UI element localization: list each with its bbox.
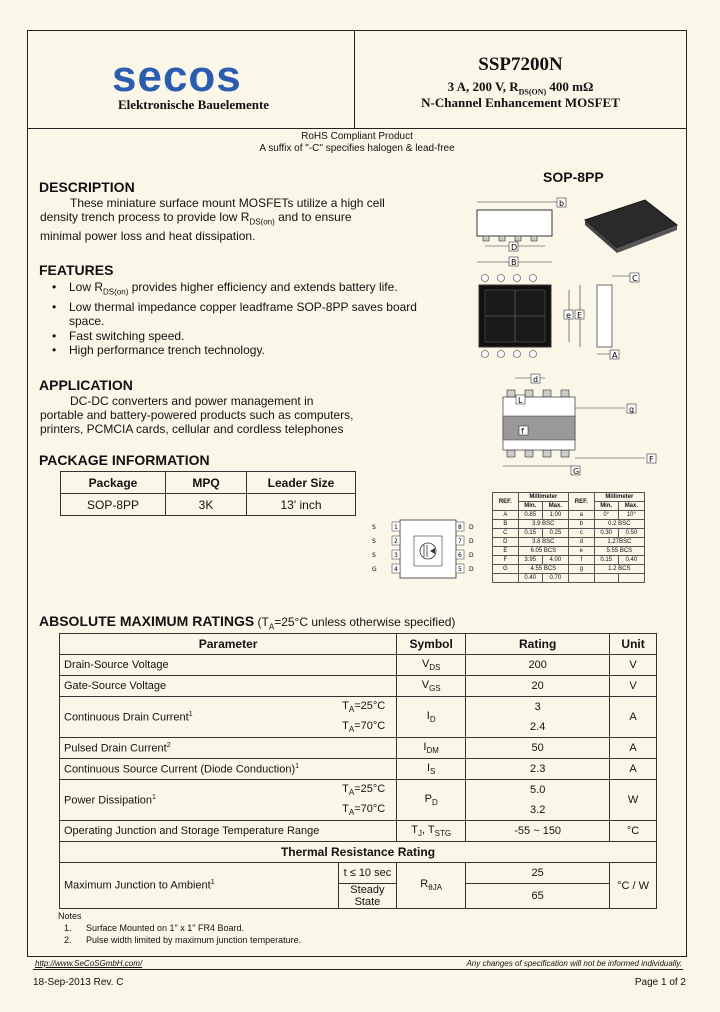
svg-text:D: D xyxy=(469,552,474,559)
ratings-title: ABSOLUTE MAXIMUM RATINGS ($T_A=25^\circ C$ unless otherwise specified) xyxy=(39,613,456,632)
package-outline-drawing xyxy=(465,190,680,485)
notes: Notes 1. Surface Mounted on 1" x 1" FR4 Board. 2. Pulse width limited by maximum junction temperature. xyxy=(58,911,302,945)
rating-row-tj: Operating Junction and Storage Temperature Range $T_J$, $T_{STG}$ -55 ~ 150 °C xyxy=(60,821,657,842)
dim-label-f: f xyxy=(521,427,524,436)
svg-text:S: S xyxy=(372,552,376,559)
rating-row-pd: Power Dissipation$^1$ $T_A=25^\circ C$ $P_D$ 5.0 W xyxy=(60,780,657,801)
dim-row: D 3.8 BSC d 1.27BSC xyxy=(493,538,645,547)
svg-text:D: D xyxy=(469,566,474,573)
pin-diagram xyxy=(366,516,476,584)
feature-item: • High performance trench technology. xyxy=(43,343,433,358)
header-divider xyxy=(27,128,687,129)
dim-label-D: D xyxy=(511,243,518,252)
svg-text:2: 2 xyxy=(394,538,398,545)
dim-label-G: G xyxy=(573,467,580,476)
company-url[interactable]: http://www.SeCoSGmbH.com/ xyxy=(35,959,143,968)
rating-row-is: Continuous Source Current (Diode Conduction)$^1$ $I_S$ 2.3 A xyxy=(60,759,657,780)
description-text: These miniature surface mount MOSFETs utilize a high cell density trench process to provide low $R_{DS(on)}$ and to ensure minimal power loss and heat dissipation. xyxy=(40,196,385,244)
svg-text:G: G xyxy=(372,566,377,573)
rating-row-idm: Pulsed Drain Current$^2$ $I_{DM}$ 50 A xyxy=(60,738,657,759)
dim-label-C: C xyxy=(632,274,638,283)
dim-row: A 0.85 1.00 a 0° 10° xyxy=(493,511,645,520)
dimension-table: REF. Millimeter REF. Millimeter Min. Max. Min. Max. A 0.85 1.00 a 0° 10° B 3.9 BSC b 0.2 BSC C 0.15 0.25 c 0.30 0.50 D 3.8 BSC d 1.27BSC E 6.05 BCS e 5.55 BCS F 3.95 4.00 f 0.15 0.40 G 4.55 BCS g 1.2 BCS 0.40 0.70 xyxy=(492,492,645,583)
features-list xyxy=(43,280,433,358)
dim-label-A: A xyxy=(612,351,618,360)
dim-row: G 4.55 BCS g 1.2 BCS xyxy=(493,565,645,574)
svg-text:S: S xyxy=(372,538,376,545)
device-type: N-Channel Enhancement MOSFET xyxy=(421,95,620,110)
dim-label-d: d xyxy=(533,375,539,384)
svg-text:5: 5 xyxy=(458,566,462,573)
feature-item: • Fast switching speed. xyxy=(43,329,433,344)
footer-divider xyxy=(33,969,683,970)
rating-row-id: Continuous Drain Current$^1$ $T_A=25^\circ C$ $I_D$ 3 A xyxy=(60,697,657,718)
description-title: DESCRIPTION xyxy=(39,179,135,195)
svg-text:8: 8 xyxy=(458,524,462,531)
dim-label-E: E xyxy=(577,311,583,320)
dim-row: E 6.05 BCS e 5.55 BCS xyxy=(493,547,645,556)
svg-text:D: D xyxy=(469,524,474,531)
rohs-line: RoHS Compliant Product xyxy=(301,131,413,142)
company-subtitle: Elektronische Bauelemente xyxy=(118,97,270,112)
svg-text:1: 1 xyxy=(394,524,398,531)
page-number: Page 1 of 2 xyxy=(634,977,686,988)
package-info-title: PACKAGE INFORMATION xyxy=(39,452,210,468)
ratings-table: Parameter Symbol Rating Unit Drain-Source Voltage $V_{DS}$ 200 V Gate-Source Voltage $V_{GS}$ 20 V Continuous Drain Current$^1$ $T_A=25^\circ C$ $I_D$ 3 A $T_A=70^\circ C$ 2.4 Pulsed Drain Current$^2$ $I_{DM}$ 50 A Continuous Source Current (Diode Conduction)$^1$ $I_S$ 2.3 A Power Dissipation$^1$ $T_A=25^\circ C$ $P_D$ 5.0 W $T_A=70^\circ C$ 3.2 Operating Junction and Storage Temperature Range $T_J$, $T_{STG}$ -55 ~ 150 °C Thermal Resistance Rating Maximum Junction to Ambient$^1$ t ≤ 10 sec $R_{\theta JA}$ 25 °C / W Steady State 65 xyxy=(59,633,657,909)
dim-label-F: F xyxy=(649,455,654,464)
dim-row: C 0.15 0.25 c 0.30 0.50 xyxy=(493,529,645,538)
rating-row-vgs: Gate-Source Voltage $V_{GS}$ 20 V xyxy=(60,676,657,697)
feature-item: • Low thermal impedance copper leadframe SOP-8PP saves board space. xyxy=(43,300,433,329)
package-drawing-title: SOP-8PP xyxy=(543,169,604,185)
thermal-title: Thermal Resistance Rating xyxy=(60,842,657,863)
dim-label-b: b xyxy=(559,199,565,208)
svg-text:3: 3 xyxy=(394,552,398,559)
feature-item: • Low $R_{DS(on)}$ provides higher efficiency and extends battery life. xyxy=(43,280,433,300)
svg-text:6: 6 xyxy=(458,552,462,559)
dim-label-L: L xyxy=(518,396,523,405)
dim-row: B 3.9 BSC b 0.2 BSC xyxy=(493,520,645,529)
disclaimer: Any changes of specification will not be informed individually. xyxy=(466,959,682,968)
dim-label-g: g xyxy=(629,405,635,414)
rating-row-vds: Drain-Source Voltage $V_{DS}$ 200 V xyxy=(60,655,657,676)
dim-label-B: B xyxy=(511,258,517,267)
part-number: SSP7200N xyxy=(478,54,563,75)
application-title: APPLICATION xyxy=(39,377,133,393)
svg-text:7: 7 xyxy=(458,538,462,545)
company-logo: secos xyxy=(112,52,242,101)
svg-text:4: 4 xyxy=(394,566,398,573)
revision-date: 18-Sep-2013 Rev. C xyxy=(33,977,124,988)
svg-text:D: D xyxy=(469,538,474,545)
svg-text:S: S xyxy=(372,524,376,531)
application-text: DC-DC converters and power management in portable and battery-powered products such as computers, printers, PCMCIA cards, cellular and cordless telephones xyxy=(40,394,354,436)
dim-row: F 3.95 4.00 f 0.15 0.40 xyxy=(493,556,645,565)
features-title: FEATURES xyxy=(39,262,114,278)
spec-line: 3 A, 200 V, $R_{DS(ON)}$ 400 mΩ xyxy=(447,79,594,97)
dim-label-e: e xyxy=(566,311,571,320)
package-table: Package MPQ Leader Size SOP-8PP 3K 13' inch xyxy=(60,471,356,516)
halogen-note: A suffix of "-C" specifies halogen & lead-free xyxy=(259,143,455,154)
rating-row-rja: Maximum Junction to Ambient$^1$ t ≤ 10 sec $R_{\theta JA}$ 25 °C / W xyxy=(60,863,657,884)
dim-row: 0.40 0.70 xyxy=(493,574,645,583)
